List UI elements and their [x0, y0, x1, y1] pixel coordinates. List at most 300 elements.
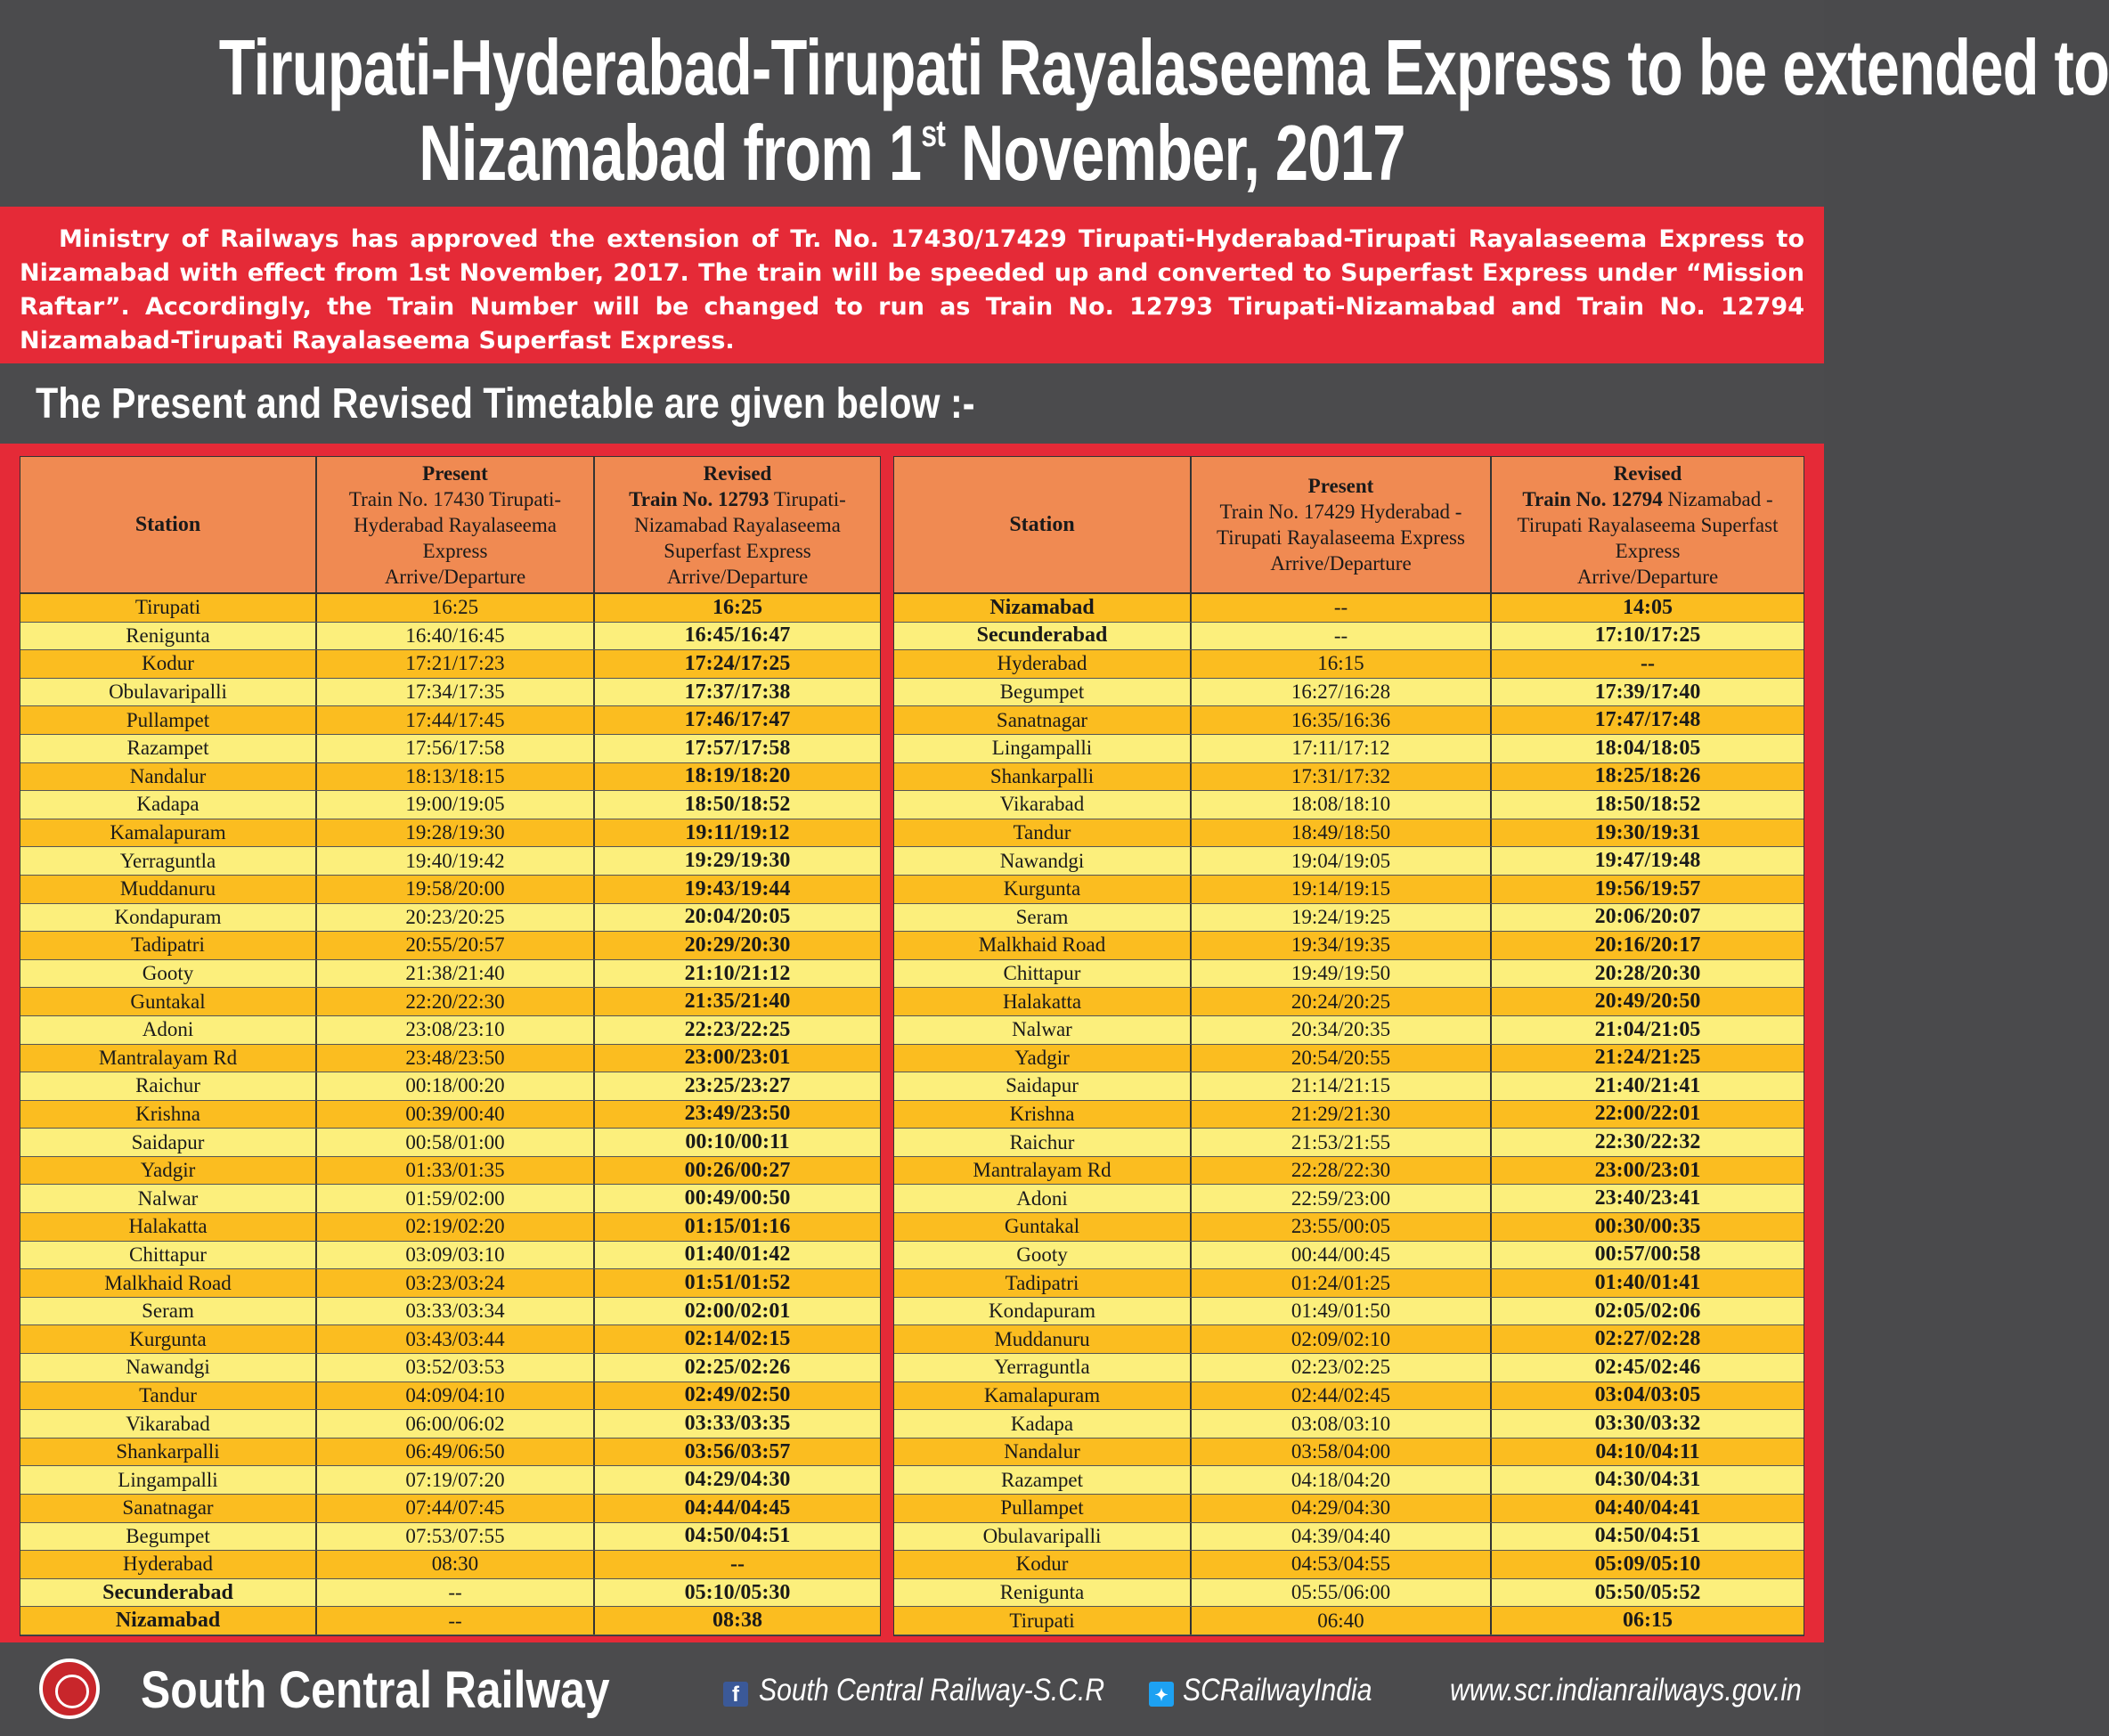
- present-time-cell: 00:58/01:00: [317, 1129, 595, 1156]
- header-present-sub: Arrive/Departure: [384, 565, 526, 588]
- table-row: [20, 1410, 880, 1439]
- present-time-cell: 19:14/19:15: [1192, 876, 1492, 903]
- table-row: [20, 1325, 880, 1354]
- revised-time-cell: 02:27/02:28: [1594, 1327, 1701, 1351]
- revised-time-cell: 00:26/00:27: [684, 1158, 791, 1182]
- table-row: [20, 1298, 880, 1326]
- station-cell: Razampet: [20, 735, 317, 762]
- table-row: [894, 1495, 1804, 1523]
- present-time-cell: 20:34/20:35: [1192, 1016, 1492, 1044]
- table-row: [894, 735, 1804, 763]
- organization-name: South Central Railway: [141, 1661, 610, 1719]
- present-time-cell: 23:48/23:50: [317, 1045, 595, 1072]
- table-row: [894, 1382, 1804, 1411]
- table-row: [894, 1551, 1804, 1579]
- present-time-cell: 22:28/22:30: [1192, 1157, 1492, 1185]
- twitter-link[interactable]: SCRailwayIndia: [1183, 1673, 1372, 1707]
- header-present: [1192, 457, 1492, 592]
- header-revised-title: Revised: [1613, 461, 1682, 485]
- present-time-cell: 21:53/21:55: [1192, 1129, 1492, 1156]
- station-cell: Adoni: [894, 1185, 1192, 1212]
- table-row: [894, 623, 1804, 651]
- station-cell: Nizamabad: [894, 594, 1192, 622]
- revised-time-cell: 19:43/19:44: [684, 876, 791, 901]
- station-cell: Chittapur: [20, 1242, 317, 1269]
- header-revised-desc-wrap: [1497, 486, 1798, 564]
- header-present-sub: Arrive/Departure: [1270, 552, 1412, 575]
- table-row: [20, 819, 880, 848]
- revised-time-cell: 05:50/05:52: [1594, 1580, 1701, 1604]
- station-cell: Halakatta: [894, 988, 1192, 1015]
- station-cell: Nalwar: [20, 1185, 317, 1212]
- table-row: [894, 1439, 1804, 1467]
- present-time-cell: 04:29/04:30: [1192, 1495, 1492, 1522]
- table-row: [894, 1242, 1804, 1270]
- station-cell: Tadipatri: [20, 932, 317, 959]
- revised-time-cell: 02:25/02:26: [684, 1355, 791, 1379]
- present-time-cell: --: [1192, 623, 1492, 650]
- station-cell: Nandalur: [894, 1439, 1192, 1466]
- present-time-cell: 03:43/03:44: [317, 1325, 595, 1353]
- revised-time-cell: 02:14/02:15: [684, 1327, 791, 1351]
- table-row: [894, 1410, 1804, 1439]
- table-row: [894, 679, 1804, 707]
- present-time-cell: 21:38/21:40: [317, 960, 595, 988]
- revised-time-cell: 06:15: [1623, 1609, 1673, 1633]
- table-row: [20, 763, 880, 792]
- revised-time-cell: 20:06/20:07: [1594, 905, 1701, 929]
- table-row: [20, 1354, 880, 1382]
- table-row: [20, 1382, 880, 1411]
- table-row: [894, 1185, 1804, 1213]
- station-cell: Nalwar: [894, 1016, 1192, 1044]
- table-header-row: [20, 457, 880, 594]
- title-line-2: [219, 110, 1605, 196]
- revised-time-cell: 04:40/04:41: [1594, 1496, 1701, 1520]
- station-cell: Tirupati: [894, 1607, 1192, 1634]
- present-time-cell: 16:40/16:45: [317, 623, 595, 650]
- station-cell: Pullampet: [20, 706, 317, 734]
- revised-time-cell: 04:50/04:51: [684, 1524, 791, 1548]
- revised-time-cell: 02:00/02:01: [684, 1299, 791, 1323]
- present-time-cell: 20:23/20:25: [317, 904, 595, 932]
- table-row: [20, 876, 880, 904]
- header-banner: [0, 0, 2109, 207]
- present-time-cell: 17:11/17:12: [1192, 735, 1492, 762]
- present-time-cell: 05:55/06:00: [1192, 1579, 1492, 1607]
- present-time-cell: 19:34/19:35: [1192, 932, 1492, 959]
- revised-time-cell: --: [730, 1552, 745, 1576]
- header-revised-train: Train No. 12793: [629, 487, 770, 510]
- table-row: [894, 650, 1804, 679]
- station-cell: Begumpet: [20, 1523, 317, 1551]
- table-row: [894, 1101, 1804, 1129]
- header-station: [20, 457, 317, 592]
- present-time-cell: 19:40/19:42: [317, 847, 595, 875]
- present-time-cell: 16:27/16:28: [1192, 679, 1492, 706]
- station-cell: Kadapa: [894, 1410, 1192, 1438]
- revised-time-cell: 22:30/22:32: [1594, 1130, 1701, 1154]
- present-time-cell: 23:08/23:10: [317, 1016, 595, 1044]
- station-cell: Malkhaid Road: [20, 1269, 317, 1297]
- station-cell: Krishna: [20, 1101, 317, 1129]
- present-time-cell: 03:58/04:00: [1192, 1439, 1492, 1466]
- revised-time-cell: 04:30/04:31: [1594, 1468, 1701, 1492]
- header-present-desc: Train No. 17430 Tirupati-Hyderabad Rayalaseema Express: [348, 487, 562, 562]
- revised-time-cell: --: [1641, 651, 1655, 675]
- present-time-cell: 02:44/02:45: [1192, 1382, 1492, 1410]
- revised-time-cell: 01:15/01:16: [684, 1214, 791, 1238]
- table-row: [20, 1185, 880, 1213]
- revised-time-cell: 23:00/23:01: [1594, 1158, 1701, 1182]
- table-row: [20, 1439, 880, 1467]
- present-time-cell: --: [1192, 594, 1492, 622]
- present-time-cell: 06:49/06:50: [317, 1439, 595, 1466]
- station-cell: Saidapur: [20, 1129, 317, 1156]
- table-row: [20, 1523, 880, 1552]
- present-time-cell: 03:33/03:34: [317, 1298, 595, 1325]
- present-time-cell: 16:35/16:36: [1192, 706, 1492, 734]
- station-cell: Gooty: [20, 960, 317, 988]
- present-time-cell: 04:09/04:10: [317, 1382, 595, 1410]
- station-cell: Vikarabad: [20, 1410, 317, 1438]
- table-row: [20, 735, 880, 763]
- timetable-area: [0, 444, 1824, 1642]
- revised-time-cell: 04:44/04:45: [684, 1496, 791, 1520]
- present-time-cell: 23:55/00:05: [1192, 1213, 1492, 1241]
- table-row: [20, 1242, 880, 1270]
- present-time-cell: 01:49/01:50: [1192, 1298, 1492, 1325]
- present-time-cell: 01:59/02:00: [317, 1185, 595, 1212]
- revised-time-cell: 17:10/17:25: [1594, 623, 1701, 648]
- table-row: [894, 1129, 1804, 1157]
- header-revised-train: Train No. 12794: [1522, 487, 1663, 510]
- revised-time-cell: 23:00/23:01: [684, 1046, 791, 1070]
- table-row: [20, 791, 880, 819]
- present-time-cell: 08:30: [317, 1551, 595, 1578]
- table-row: [894, 988, 1804, 1016]
- station-cell: Mantralayam Rd: [20, 1045, 317, 1072]
- station-cell: Lingampalli: [20, 1466, 317, 1494]
- station-cell: Yadgir: [894, 1045, 1192, 1072]
- station-cell: Guntakal: [20, 988, 317, 1015]
- table-row: [894, 1466, 1804, 1495]
- present-time-cell: 19:04/19:05: [1192, 847, 1492, 875]
- revised-time-cell: 02:05/02:06: [1594, 1299, 1701, 1323]
- table-row: [894, 876, 1804, 904]
- table-row: [894, 960, 1804, 989]
- present-time-cell: 02:19/02:20: [317, 1213, 595, 1241]
- table-body: [894, 594, 1804, 1635]
- table-row: [894, 1016, 1804, 1045]
- revised-time-cell: 03:33/03:35: [684, 1412, 791, 1436]
- timetable-nizamabad-to-tirupati: [893, 456, 1804, 1636]
- station-cell: Adoni: [20, 1016, 317, 1044]
- table-row: [20, 706, 880, 735]
- station-cell: Lingampalli: [894, 735, 1192, 762]
- present-time-cell: 21:14/21:15: [1192, 1072, 1492, 1100]
- table-row: [894, 1579, 1804, 1608]
- present-time-cell: 03:23/03:24: [317, 1269, 595, 1297]
- header-present-title: Present: [1307, 475, 1374, 497]
- station-cell: Renigunta: [894, 1579, 1192, 1607]
- present-time-cell: 00:18/00:20: [317, 1072, 595, 1100]
- table-row: [894, 847, 1804, 876]
- present-time-cell: 17:34/17:35: [317, 679, 595, 706]
- revised-time-cell: 04:10/04:11: [1595, 1439, 1700, 1463]
- revised-time-cell: 21:40/21:41: [1594, 1073, 1701, 1097]
- table-row: [20, 1269, 880, 1298]
- present-time-cell: 01:33/01:35: [317, 1157, 595, 1185]
- station-cell: Kondapuram: [894, 1298, 1192, 1325]
- station-cell: Yerraguntla: [894, 1354, 1192, 1381]
- station-cell: Seram: [894, 904, 1192, 932]
- present-time-cell: 01:24/01:25: [1192, 1269, 1492, 1297]
- table-row: [894, 819, 1804, 848]
- revised-time-cell: 20:49/20:50: [1594, 990, 1701, 1014]
- station-cell: Nandalur: [20, 763, 317, 791]
- station-cell: Razampet: [894, 1466, 1192, 1494]
- table-row: [20, 1551, 880, 1579]
- revised-time-cell: 00:10/00:11: [685, 1130, 790, 1154]
- table-row: [894, 1607, 1804, 1635]
- station-cell: Hyderabad: [894, 650, 1192, 678]
- present-time-cell: 06:00/06:02: [317, 1410, 595, 1438]
- station-cell: Renigunta: [20, 623, 317, 650]
- revised-time-cell: 19:30/19:31: [1594, 820, 1701, 844]
- subheading-bar: [0, 363, 1824, 444]
- station-cell: Secunderabad: [894, 623, 1192, 650]
- revised-time-cell: 17:57/17:58: [684, 736, 791, 760]
- station-cell: Raichur: [894, 1129, 1192, 1156]
- revised-time-cell: 20:04/20:05: [684, 905, 791, 929]
- table-row: [20, 594, 880, 623]
- station-cell: Tirupati: [20, 594, 317, 622]
- revised-time-cell: 23:40/23:41: [1594, 1186, 1701, 1210]
- revised-time-cell: 23:25/23:27: [684, 1073, 791, 1097]
- revised-time-cell: 18:19/18:20: [684, 764, 791, 788]
- header-revised: [1492, 457, 1804, 592]
- revised-time-cell: 05:10/05:30: [684, 1580, 791, 1604]
- header-station-label: Station: [134, 512, 201, 536]
- present-time-cell: 06:40: [1192, 1607, 1492, 1634]
- revised-time-cell: 00:57/00:58: [1594, 1243, 1701, 1267]
- station-cell: Tadipatri: [894, 1269, 1192, 1297]
- revised-time-cell: 08:38: [712, 1609, 762, 1633]
- table-row: [894, 763, 1804, 792]
- revised-time-cell: 01:40/01:41: [1594, 1271, 1701, 1295]
- station-cell: Tandur: [894, 819, 1192, 847]
- present-time-cell: --: [317, 1579, 595, 1607]
- header-station: [894, 457, 1192, 592]
- present-time-cell: 16:25: [317, 594, 595, 622]
- table-row: [894, 1045, 1804, 1073]
- table-row: [894, 1325, 1804, 1354]
- station-cell: Kurgunta: [894, 876, 1192, 903]
- station-cell: Seram: [20, 1298, 317, 1325]
- station-cell: Halakatta: [20, 1213, 317, 1241]
- table-row: [894, 594, 1804, 623]
- table-row: [894, 791, 1804, 819]
- revised-time-cell: 21:24/21:25: [1594, 1046, 1701, 1070]
- station-cell: Nawandgi: [20, 1354, 317, 1381]
- header-revised-desc: Nizamabad - Tirupati Rayalaseema Superfast Express: [1517, 487, 1779, 562]
- station-cell: Obulavaripalli: [894, 1523, 1192, 1551]
- present-time-cell: 03:08/03:10: [1192, 1410, 1492, 1438]
- table-row: [894, 1157, 1804, 1186]
- header-revised: [595, 457, 880, 592]
- station-cell: Kondapuram: [20, 904, 317, 932]
- station-cell: Hyderabad: [20, 1551, 317, 1578]
- station-cell: Sanatnagar: [894, 706, 1192, 734]
- present-time-cell: --: [317, 1607, 595, 1634]
- present-time-cell: 16:15: [1192, 650, 1492, 678]
- table-row: [894, 1523, 1804, 1552]
- revised-time-cell: 18:04/18:05: [1594, 736, 1701, 760]
- revised-time-cell: 05:09/05:10: [1594, 1552, 1701, 1576]
- station-cell: Shankarpalli: [20, 1439, 317, 1466]
- header-revised-desc: Tirupati-Nizamabad Rayalaseema Superfast Express: [634, 487, 846, 562]
- present-time-cell: 22:20/22:30: [317, 988, 595, 1015]
- table-row: [894, 904, 1804, 933]
- revised-time-cell: 02:49/02:50: [684, 1383, 791, 1407]
- table-row: [894, 932, 1804, 960]
- table-row: [20, 1607, 880, 1635]
- revised-time-cell: 04:50/04:51: [1594, 1524, 1701, 1548]
- present-time-cell: 18:08/18:10: [1192, 791, 1492, 819]
- table-row: [894, 1354, 1804, 1382]
- revised-time-cell: 19:29/19:30: [684, 849, 791, 873]
- station-cell: Kodur: [20, 650, 317, 678]
- revised-time-cell: 21:35/21:40: [684, 990, 791, 1014]
- table-row: [20, 932, 880, 960]
- table-row: [20, 1579, 880, 1608]
- title-line-1: Tirupati-Hyderabad-Tirupati Rayalaseema Express to be extended to: [218, 23, 2109, 111]
- present-time-cell: 20:54/20:55: [1192, 1045, 1492, 1072]
- table-row: [20, 847, 880, 876]
- station-cell: Tandur: [20, 1382, 317, 1410]
- intro-section: [0, 207, 1824, 363]
- revised-time-cell: 21:10/21:12: [684, 961, 791, 985]
- table-row: [894, 1298, 1804, 1326]
- table-row: [20, 1157, 880, 1186]
- header-revised-sub: Arrive/Departure: [1576, 565, 1719, 588]
- revised-time-cell: 22:23/22:25: [684, 1017, 791, 1041]
- present-time-cell: 17:21/17:23: [317, 650, 595, 678]
- present-time-cell: 19:00/19:05: [317, 791, 595, 819]
- title-line-2-pre: Nizamabad from 1: [419, 109, 922, 197]
- table-row: [20, 1016, 880, 1045]
- station-cell: Chittapur: [894, 960, 1192, 988]
- revised-time-cell: 22:00/22:01: [1594, 1102, 1701, 1126]
- station-cell: Muddanuru: [20, 876, 317, 903]
- present-time-cell: 22:59/23:00: [1192, 1185, 1492, 1212]
- station-cell: Raichur: [20, 1072, 317, 1100]
- table-row: [894, 1072, 1804, 1101]
- table-row: [20, 650, 880, 679]
- station-cell: Yerraguntla: [20, 847, 317, 875]
- station-cell: Shankarpalli: [894, 763, 1192, 791]
- revised-time-cell: 18:50/18:52: [1594, 792, 1701, 816]
- revised-time-cell: 17:39/17:40: [1594, 680, 1701, 704]
- revised-time-cell: 18:25/18:26: [1594, 764, 1701, 788]
- revised-time-cell: 17:37/17:38: [684, 680, 791, 704]
- table-row: [20, 1213, 880, 1242]
- table-row: [20, 1129, 880, 1157]
- table-row: [20, 1045, 880, 1073]
- station-cell: Secunderabad: [20, 1579, 317, 1607]
- revised-time-cell: 23:49/23:50: [684, 1102, 791, 1126]
- table-body: [20, 594, 880, 1635]
- revised-time-cell: 00:49/00:50: [684, 1186, 791, 1210]
- present-time-cell: 19:24/19:25: [1192, 904, 1492, 932]
- intro-paragraph: Ministry of Railways has approved the extension of Tr. No. 17430/17429 Tirupati-Hyderabad-Tirupati Rayalaseema Express to Nizamabad with effect from 1st November, 2017. The train will be speeded up and converted to Superfast Express under “Mission Raftar”. Accordingly, the Train Number will be changed to run as Train No. 12793 Tirupati-Nizamabad and Train No. 12794 Nizamabad-Tirupati Rayalaseema Superfast Express.: [20, 225, 1804, 355]
- table-row: [894, 1269, 1804, 1298]
- revised-time-cell: 17:46/17:47: [684, 708, 791, 732]
- revised-time-cell: 21:04/21:05: [1594, 1017, 1701, 1041]
- present-time-cell: 17:31/17:32: [1192, 763, 1492, 791]
- revised-time-cell: 20:16/20:17: [1594, 933, 1701, 957]
- header-station-label: Station: [1009, 512, 1075, 536]
- website-link[interactable]: www.scr.indianrailways.gov.in: [1450, 1673, 1802, 1707]
- table-row: [20, 960, 880, 989]
- revised-time-cell: 17:47/17:48: [1594, 708, 1701, 732]
- table-row: [20, 904, 880, 933]
- table-row: [894, 706, 1804, 735]
- header-present-desc: Train No. 17429 Hyderabad - Tirupati Rayalaseema Express: [1217, 501, 1465, 549]
- station-cell: Kamalapuram: [20, 819, 317, 847]
- subheading: The Present and Revised Timetable are given below :-: [36, 380, 975, 428]
- station-cell: Sanatnagar: [20, 1495, 317, 1522]
- present-time-cell: 17:44/17:45: [317, 706, 595, 734]
- table-row: [894, 1213, 1804, 1242]
- present-time-cell: 19:49/19:50: [1192, 960, 1492, 988]
- facebook-icon[interactable]: f: [723, 1682, 748, 1707]
- revised-time-cell: 18:50/18:52: [684, 792, 791, 816]
- station-cell: Obulavaripalli: [20, 679, 317, 706]
- present-time-cell: 00:39/00:40: [317, 1101, 595, 1129]
- revised-time-cell: 02:45/02:46: [1594, 1355, 1701, 1379]
- header-present-title: Present: [422, 461, 488, 485]
- station-cell: Mantralayam Rd: [894, 1157, 1192, 1185]
- present-time-cell: 21:29/21:30: [1192, 1101, 1492, 1129]
- present-time-cell: 07:19/07:20: [317, 1466, 595, 1494]
- timetable-tirupati-to-nizamabad: [20, 456, 881, 1636]
- present-time-cell: 19:28/19:30: [317, 819, 595, 847]
- present-time-cell: 20:55/20:57: [317, 932, 595, 959]
- table-row: [20, 1101, 880, 1129]
- station-cell: Saidapur: [894, 1072, 1192, 1100]
- present-time-cell: 19:58/20:00: [317, 876, 595, 903]
- present-time-cell: 02:09/02:10: [1192, 1325, 1492, 1353]
- twitter-icon[interactable]: ✦: [1149, 1682, 1174, 1707]
- station-cell: Kamalapuram: [894, 1382, 1192, 1410]
- header-present: [317, 457, 595, 592]
- facebook-link[interactable]: South Central Railway-S.C.R: [759, 1673, 1105, 1707]
- revised-time-cell: 17:24/17:25: [684, 651, 791, 675]
- present-time-cell: 04:53/04:55: [1192, 1551, 1492, 1578]
- present-time-cell: 04:39/04:40: [1192, 1523, 1492, 1551]
- revised-time-cell: 03:04/03:05: [1594, 1383, 1701, 1407]
- station-cell: Begumpet: [894, 679, 1192, 706]
- station-cell: Krishna: [894, 1101, 1192, 1129]
- station-cell: Malkhaid Road: [894, 932, 1192, 959]
- revised-time-cell: 19:56/19:57: [1594, 876, 1701, 901]
- revised-time-cell: 01:51/01:52: [684, 1271, 791, 1295]
- revised-time-cell: 16:45/16:47: [684, 623, 791, 648]
- table-header-row: [894, 457, 1804, 594]
- present-time-cell: 17:56/17:58: [317, 735, 595, 762]
